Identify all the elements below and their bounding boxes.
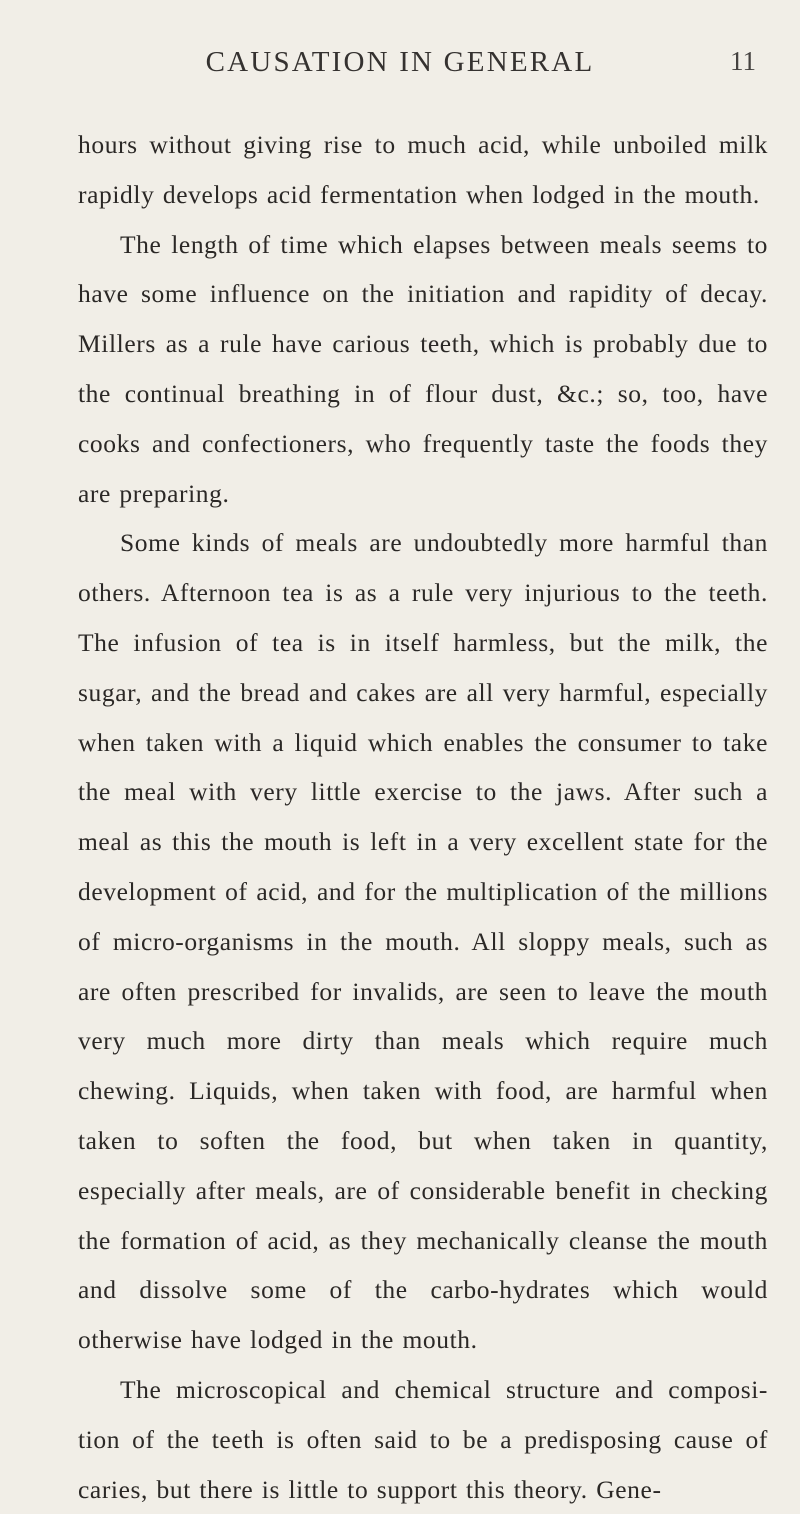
paragraph-continuation: hours without giving rise to much acid, while unboiled milk rapidly develops acid fermentation when lodged in the mouth. — [78, 130, 768, 209]
running-title: CAUSATION IN GENERAL — [205, 46, 595, 78]
page-number: 11 — [730, 46, 756, 76]
paragraph-tooth-structure: The microscopical and chemical structure and composi- tion of the teeth is often said to be a predisposing cause of caries, but there is little to support this theory. Gene- — [78, 1374, 768, 1504]
paragraph-meal-timing: The length of time which elapses between meals seems to have some influence on the initiation and rapidity of decay. Millers as a rule have carious teeth, which is probably due to the continual breathing in of flour dust, &c.; so, too, have cooks and confectioners, who frequently taste the foods they are preparing. — [78, 229, 768, 508]
running-head — [0, 24, 800, 84]
body-text — [78, 120, 768, 1514]
paragraph-harmful-meals: Some kinds of meals are undoubtedly more harmful than others. Afternoon tea is as a rule very injurious to the teeth. The infusion of tea is in itself harmless, but the milk, the sugar, and the bread and cakes are all very harmful, especially when taken with a liquid which enables the consumer to take the meal with very little exercise to the jaws. After such a meal as this the mouth is left in a very excellent state for the development of acid, and for the multiplication of the millions of micro-organisms in the mouth. All sloppy meals, such as are often prescribed for invalids, are seen to leave the mouth very much more dirty than meals which require much chewing. Liquids, when taken with food, are harmful when taken to soften the food, but when taken in quantity, especially after meals, are of considerable benefit in checking the formation of acid, as they mechanically cleanse the mouth and dissolve some of the carbo-hydrates which would otherwise have lodged in the mouth. — [78, 528, 768, 1355]
